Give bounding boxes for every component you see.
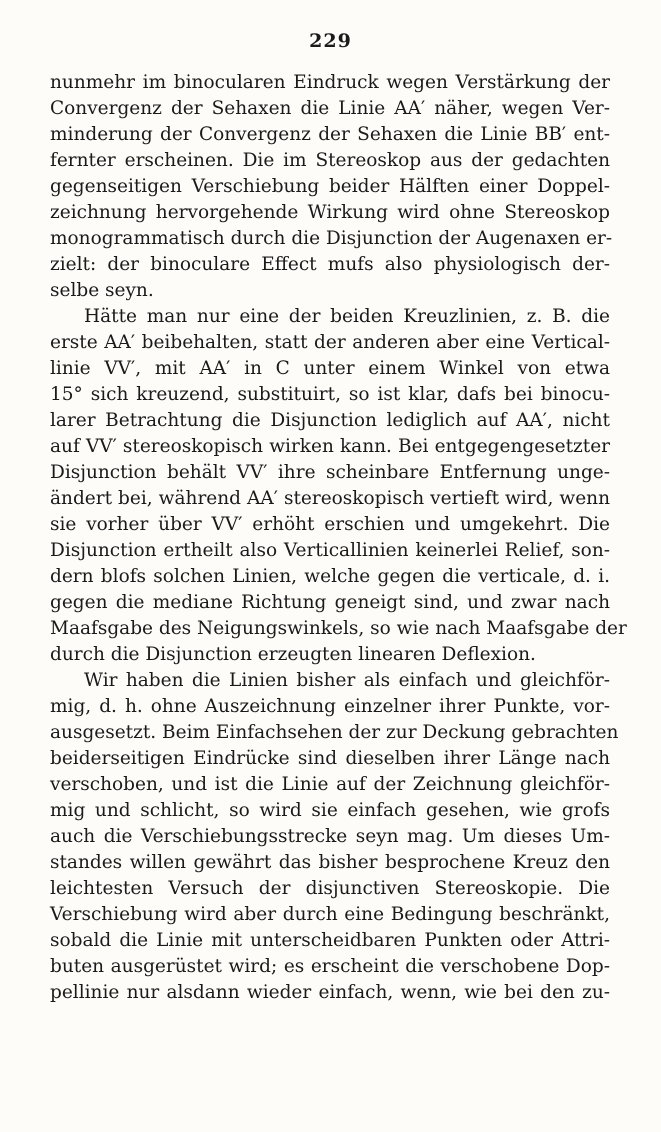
page-number: 229 xyxy=(309,30,352,52)
text-line: fernter erscheinen. Die im Stereoskop aus der gedachten xyxy=(50,150,610,171)
text-line: Wir haben die Linien bisher als einfach und gleichför- xyxy=(84,670,610,691)
text-line: durch die Disjunction erzeugten linearen Deflexion. xyxy=(50,644,536,665)
text-line: erste AA′ beibehalten, statt der anderen aber eine Vertical- xyxy=(50,332,610,353)
text-line: zielt: der binoculare Effect mufs also physiologisch der- xyxy=(50,254,610,275)
text-line: sobald die Linie mit unterscheidbaren Punkten oder Attri- xyxy=(50,930,610,951)
text-line: Hätte man nur eine der beiden Kreuzlinien, z. B. die xyxy=(84,306,610,327)
text-line: linie VV′, mit AA′ in C unter einem Winkel von etwa xyxy=(50,358,610,379)
text-line: gegen die mediane Richtung geneigt sind, und zwar nach xyxy=(50,592,610,613)
text-line: Maafsgabe des Neigungswinkels, so wie nach Maafsgabe der xyxy=(50,618,627,639)
text-line: standes willen gewährt das bisher besprochene Kreuz den xyxy=(50,852,610,873)
text-line: monogrammatisch durch die Disjunction der Augenaxen er- xyxy=(50,228,613,249)
text-line: Disjunction ertheilt also Verticallinien keinerlei Relief, son- xyxy=(50,540,610,561)
text-line: selbe seyn. xyxy=(50,280,154,301)
text-line: verschoben, und ist die Linie auf der Zeichnung gleichför- xyxy=(50,774,610,795)
text-line: mig und schlicht, so wird sie einfach gesehen, wie grofs xyxy=(50,800,610,821)
text-line: minderung der Convergenz der Sehaxen die Linie BB′ ent- xyxy=(50,124,610,145)
text-line: leichtesten Versuch der disjunctiven Stereoskopie. Die xyxy=(50,878,610,899)
text-line: dern blofs solchen Linien, welche gegen die verticale, d. i. xyxy=(50,566,610,587)
text-line: pellinie nur alsdann wieder einfach, wenn, wie bei den zu- xyxy=(50,982,610,1003)
text-line: zeichnung hervorgehende Wirkung wird ohne Stereoskop xyxy=(50,202,610,223)
text-line: ändert bei, während AA′ stereoskopisch vertieft wird, wenn xyxy=(50,488,610,509)
text-line: larer Betrachtung die Disjunction lediglich auf AA′, nicht xyxy=(50,410,610,431)
text-line: buten ausgerüstet wird; es erscheint die verschobene Dop- xyxy=(50,956,610,977)
text-line: gegenseitigen Verschiebung beider Hälften einer Doppel- xyxy=(50,176,610,197)
text-line: nunmehr im binocularen Eindruck wegen Verstärkung der xyxy=(50,72,610,93)
text-line: Verschiebung wird aber durch eine Bedingung beschränkt, xyxy=(50,904,610,925)
text-line: 15° sich kreuzend, substituirt, so ist klar, dafs bei binocu- xyxy=(50,384,610,405)
text-line: auch die Verschiebungsstrecke seyn mag. Um dieses Um- xyxy=(50,826,610,847)
text-line: beiderseitigen Eindrücke sind dieselben ihrer Länge nach xyxy=(50,748,610,769)
text-line: sie vorher über VV′ erhöht erschien und umgekehrt. Die xyxy=(50,514,610,535)
body-text xyxy=(50,70,627,1006)
text-line: Convergenz der Sehaxen die Linie AA′ näher, wegen Ver- xyxy=(50,98,610,119)
text-line: auf VV′ stereoskopisch wirken kann. Bei entgegengesetzter xyxy=(50,436,610,457)
text-line: Disjunction behält VV′ ihre scheinbare Entfernung unge- xyxy=(50,462,610,483)
text-line: mig, d. h. ohne Auszeichnung einzelner ihrer Punkte, vor- xyxy=(50,696,610,717)
text-line: ausgesetzt. Beim Einfachsehen der zur Deckung gebrachten xyxy=(50,722,619,743)
